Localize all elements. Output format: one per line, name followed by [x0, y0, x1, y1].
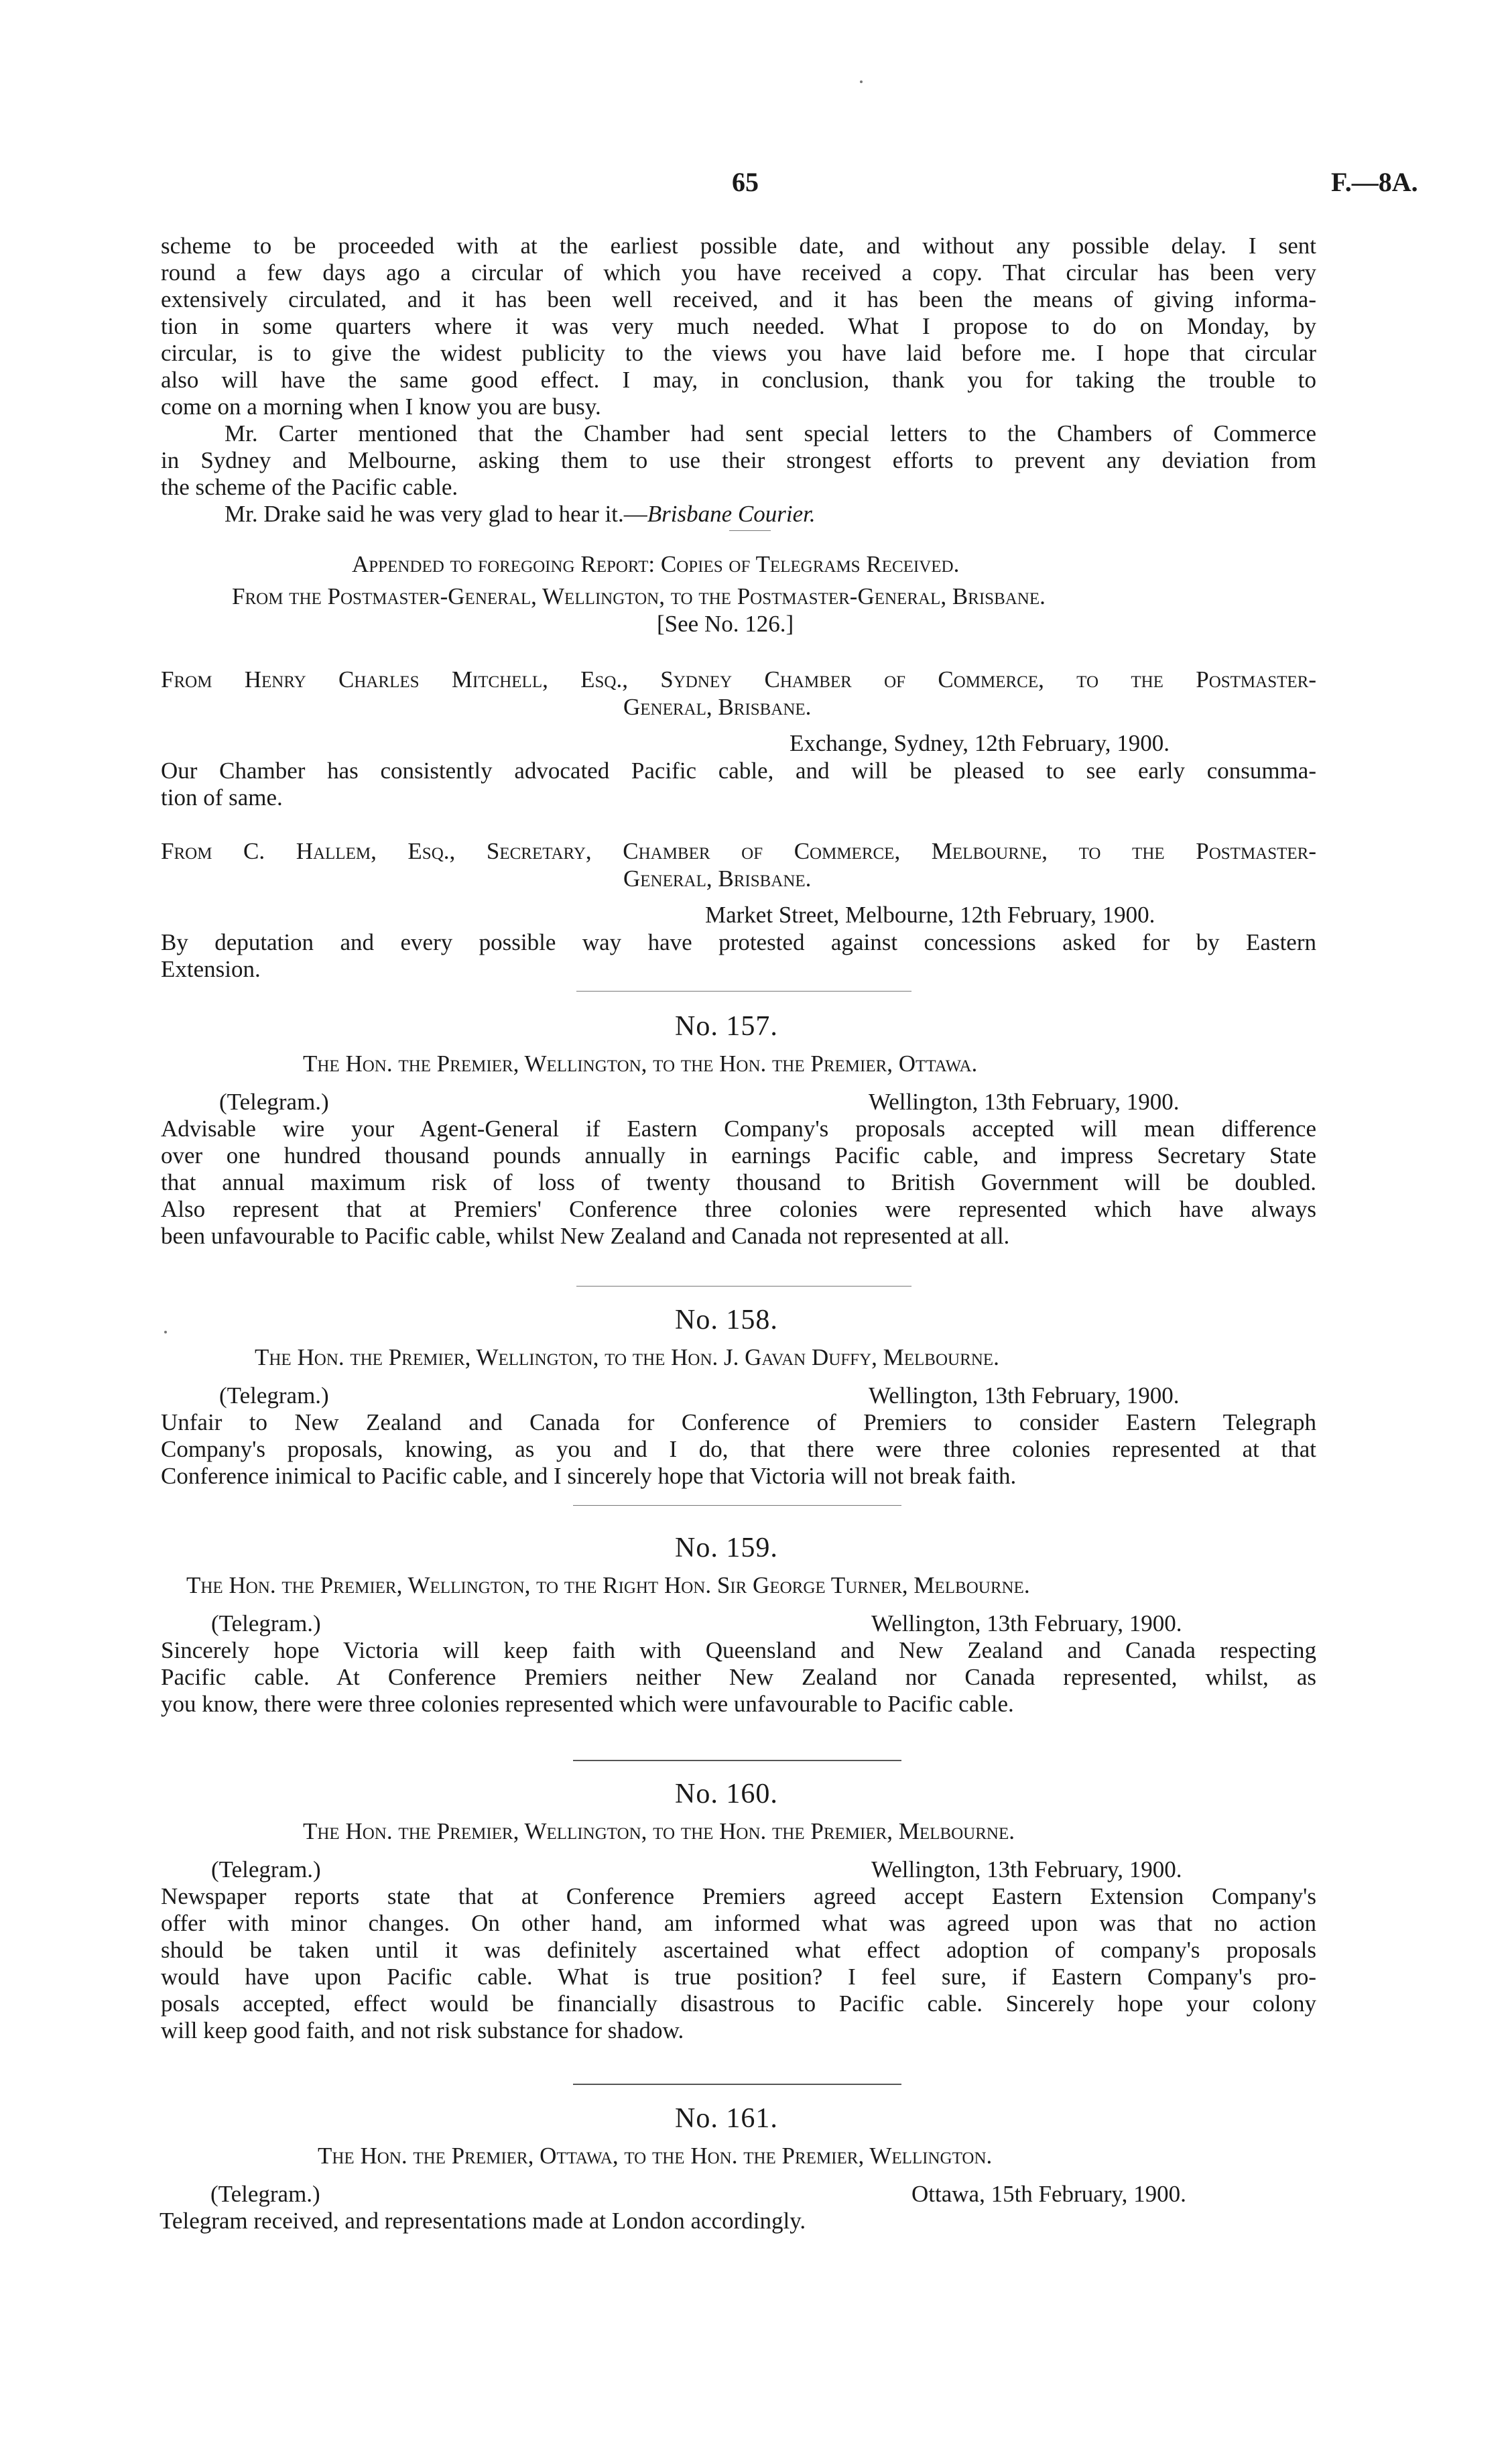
postmaster-route: From the Postmaster-General, Wellington, to the Postmaster-General, Brisbane. — [232, 583, 1046, 609]
telegram-body: will keep good faith, and not risk substance for shadow. — [161, 2017, 684, 2043]
telegram-route: The Hon. the Premier, Wellington, to the Right Hon. Sir George Turner, Melbourne. — [186, 1572, 1030, 1598]
intro-line: round a few days ago a circular of which you have received a copy. That circular has been very — [161, 259, 1316, 286]
telegram-body: you know, there were three colonies represented which were unfavourable to Pacific cable. — [161, 1691, 1014, 1717]
telegram-body: offer with minor changes. On other hand, am informed what was agreed upon was that no action — [161, 1910, 1316, 1936]
section-divider — [573, 2084, 901, 2085]
mitchell-body: Our Chamber has consistently advocated Pacific cable, and will be pleased to see early consumma- — [161, 758, 1316, 784]
section-divider — [573, 1760, 901, 1761]
section-divider — [576, 1286, 911, 1287]
telegram-kind: (Telegram.) — [211, 1856, 321, 1883]
telegram-body: would have upon Pacific cable. What is true position? I feel sure, if Eastern Company's pro- — [161, 1964, 1316, 1990]
telegram-place: Wellington, 13th February, 1900. — [869, 1382, 1180, 1409]
series-reference: F.—8A. — [1331, 167, 1418, 197]
telegram-number: No. 161. — [675, 2103, 778, 2134]
drake-text: Mr. Drake said he was very glad to hear it.— — [225, 501, 647, 527]
hallem-body: Extension. — [161, 956, 261, 982]
telegram-body: Pacific cable. At Conference Premiers neither New Zealand nor Canada represented, whilst, as — [161, 1664, 1316, 1690]
intro-line: scheme to be proceeded with at the earliest possible date, and without any possible delay. I sent — [161, 233, 1316, 259]
intro-line: come on a morning when I know you are busy. — [161, 394, 601, 420]
telegram-body: Company's proposals, knowing, as you and I do, that there were three colonies represented at that — [161, 1436, 1316, 1462]
hallem-route-cont: General, Brisbane. — [623, 866, 812, 892]
telegram-route: The Hon. the Premier, Wellington, to the Hon. the Premier, Melbourne. — [303, 1818, 1015, 1844]
telegram-kind: (Telegram.) — [219, 1089, 329, 1115]
carter-line: in Sydney and Melbourne, asking them to use their strongest efforts to prevent any deviation from — [161, 447, 1316, 473]
drake-line — [225, 501, 816, 528]
telegram-number: No. 157. — [675, 1011, 778, 1042]
telegram-route: The Hon. the Premier, Wellington, to the Hon. the Premier, Ottawa. — [303, 1051, 978, 1077]
telegram-body: Sincerely hope Victoria will keep faith with Queensland and New Zealand and Canada respecting — [161, 1637, 1316, 1663]
speck — [164, 1331, 167, 1333]
mitchell-route-cont: General, Brisbane. — [623, 694, 812, 720]
hallem-place: Market Street, Melbourne, 12th February, 1900. — [705, 902, 1155, 928]
mitchell-body: tion of same. — [161, 784, 283, 811]
telegram-route: The Hon. the Premier, Wellington, to the Hon. J. Gavan Duffy, Melbourne. — [255, 1344, 999, 1370]
carter-line: Mr. Carter mentioned that the Chamber had sent special letters to the Chambers of Commerce — [225, 420, 1316, 446]
telegram-route: The Hon. the Premier, Ottawa, to the Hon. the Premier, Wellington. — [318, 2143, 993, 2169]
speck — [860, 80, 863, 83]
mitchell-place: Exchange, Sydney, 12th February, 1900. — [790, 730, 1170, 756]
hallem-body: By deputation and every possible way have protested against concessions asked for by Eastern — [161, 929, 1316, 955]
telegram-body: Advisable wire your Agent-General if Eastern Company's proposals accepted will mean difference — [161, 1116, 1316, 1142]
short-divider — [729, 530, 771, 531]
intro-line: circular, is to give the widest publicity to the views you have laid before me. I hope that circular — [161, 340, 1316, 366]
see-reference: [See No. 126.] — [657, 611, 794, 637]
drake-source: Brisbane Courier. — [647, 501, 816, 527]
carter-line: the scheme of the Pacific cable. — [161, 474, 458, 500]
telegram-body: Telegram received, and representations made at London accordingly. — [160, 2208, 806, 2234]
telegram-body: Also represent that at Premiers' Conference three colonies were represented which have always — [161, 1196, 1316, 1222]
mitchell-route: From Henry Charles Mitchell, Esq., Sydney Chamber of Commerce, to the Postmaster- — [161, 666, 1316, 693]
telegram-place: Wellington, 13th February, 1900. — [871, 1610, 1182, 1636]
telegram-number: No. 158. — [675, 1305, 778, 1335]
intro-line: also will have the same good effect. I may, in conclusion, thank you for taking the trouble to — [161, 367, 1316, 393]
page-number: 65 — [732, 167, 759, 197]
telegram-body: that annual maximum risk of loss of twenty thousand to British Government will be doubled. — [161, 1169, 1316, 1195]
section-divider — [573, 1505, 901, 1506]
telegram-body: Conference inimical to Pacific cable, and I sincerely hope that Victoria will not break faith. — [161, 1463, 1017, 1489]
telegram-number: No. 159. — [675, 1533, 778, 1563]
telegram-body: posals accepted, effect would be financially disastrous to Pacific cable. Sincerely hope your colony — [161, 1990, 1316, 2017]
telegram-kind: (Telegram.) — [219, 1382, 329, 1409]
intro-line: extensively circulated, and it has been well received, and it has been the means of giving informa- — [161, 286, 1316, 312]
telegram-body: Newspaper reports state that at Conference Premiers agreed accept Eastern Extension Company's — [161, 1883, 1316, 1909]
hallem-route: From C. Hallem, Esq., Secretary, Chamber of Commerce, Melbourne, to the Postmaster- — [161, 838, 1316, 864]
intro-line: tion in some quarters where it was very much needed. What I propose to do on Monday, by — [161, 313, 1316, 339]
telegram-body: should be taken until it was definitely ascertained what effect adoption of company's proposals — [161, 1937, 1316, 1963]
section-divider — [576, 991, 911, 992]
telegram-place: Wellington, 13th February, 1900. — [871, 1856, 1182, 1883]
telegram-body: been unfavourable to Pacific cable, whilst New Zealand and Canada not represented at all. — [161, 1223, 1010, 1249]
appended-title: Appended to foregoing Report: Copies of Telegrams Received. — [352, 551, 960, 577]
telegram-body: Unfair to New Zealand and Canada for Conference of Premiers to consider Eastern Telegraph — [161, 1409, 1316, 1435]
telegram-number: No. 160. — [675, 1779, 778, 1809]
telegram-kind: (Telegram.) — [211, 1610, 321, 1636]
telegram-kind: (Telegram.) — [210, 2181, 320, 2207]
telegram-place: Wellington, 13th February, 1900. — [869, 1089, 1180, 1115]
telegram-place: Ottawa, 15th February, 1900. — [911, 2181, 1186, 2207]
telegram-body: over one hundred thousand pounds annually in earnings Pacific cable, and impress Secretary State — [161, 1142, 1316, 1169]
